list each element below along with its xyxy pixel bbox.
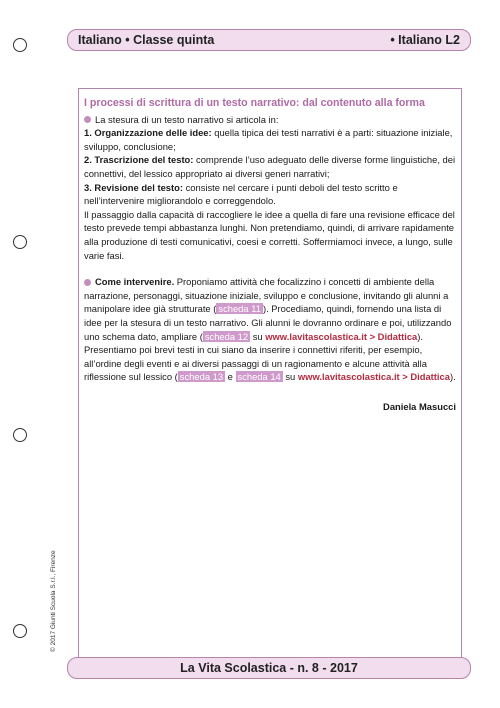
paragraph-text: Proponiamo attività che focalizzino i concetti di ambiente della narrazione, personaggi, situazione iniziale, sviluppo e conclusione, invitando gli alunni a manipolare idee già strutturate (: [84, 276, 449, 315]
worksheet-tag-12: scheda 12: [204, 330, 249, 342]
bullet-icon: [84, 116, 91, 123]
author-signature: Daniela Masucci: [383, 400, 456, 412]
copyright-note: © 2017 Giunti Scuola S.r.l., Firenze: [50, 550, 57, 652]
paragraph-text: su: [250, 330, 266, 342]
list-item: [84, 153, 460, 180]
article: [84, 97, 460, 413]
list-item-label: 1. Organizzazione delle idee:: [84, 127, 212, 139]
list-item-label: 3. Revisione del testo:: [84, 181, 183, 193]
worksheet-tag-13: scheda 13: [179, 371, 224, 383]
paragraph-text: su: [282, 371, 298, 383]
list-item: [84, 126, 460, 153]
intro-text: La stesura di un testo narrativo si articola in:: [95, 113, 279, 125]
list-item-text: consiste nel cercare i punti deboli del testo scritto e nell’intervenire migliorandolo e correggendolo.: [84, 181, 398, 207]
website-link[interactable]: www.lavitascolastica.it > Didattica: [265, 330, 418, 342]
body-paragraph: Il passaggio dalla capacità di raccogliere le idee a quella di fare una revisione efficace del testo prevede tempi abbastanza lunghi. Non pretendiamo, quindi, di arrivare rapidamente alla produzione di testi comunicativi, coesi e corretti. Soffermiamoci invece, a lungo, sulle varie fasi.: [84, 208, 455, 261]
list-item-label: 2. Trascrizione del testo:: [84, 154, 194, 166]
intro-line: [84, 113, 460, 127]
worksheet-tag-14: scheda 14: [237, 371, 281, 383]
website-link[interactable]: www.lavitascolastica.it > Didattica: [297, 371, 450, 383]
binder-hole-1: [13, 38, 27, 52]
list-item-text: comprende l’uso adeguato delle diverse forme linguistiche, dei connettivi, del lessico appropriato ai diversi generi narrativi;: [84, 154, 456, 179]
intervention-paragraph: [84, 275, 460, 384]
list-item: [84, 181, 460, 208]
article-title: I processi di scrittura di un testo narrativo: dal contenuto alla forma: [84, 97, 425, 109]
binder-hole-3: [13, 428, 27, 442]
header-subject: Italiano • Classe quinta: [78, 33, 215, 47]
intervention-label: Come intervenire.: [95, 276, 175, 288]
bullet-icon: [84, 279, 91, 286]
paragraph-text: e: [225, 371, 236, 383]
phase-list: [84, 126, 460, 208]
page-footer: [67, 657, 471, 679]
footer-publication: La Vita Scolastica - n. 8 - 2017: [180, 661, 358, 675]
paragraph-text: ). Presentiamo poi brevi testi in cui siano da inserire i connettivi riferiti, per esempio, all’ordine degli eventi e ai diversi passaggi di un ragionamento e alcune attività alla riflessione sul lessico (: [84, 330, 427, 383]
binder-hole-4: [13, 624, 27, 638]
list-item-text: quella tipica dei testi narrativi è a parti: situazione iniziale, sviluppo, conclusione;: [84, 127, 453, 152]
header-section: • Italiano L2: [390, 33, 460, 47]
paragraph-text: ). Procediamo, quindi, fornendo una lista di idee per la stesura di un testo narrativo. Gli alunni le dovranno ordinare e poi, utilizzando uno schema dato, ampliare (: [84, 303, 452, 342]
binder-hole-2: [13, 235, 27, 249]
worksheet-tag-11: scheda 11: [218, 303, 261, 315]
page-header: [67, 29, 471, 51]
paragraph-text: ).: [449, 371, 456, 383]
